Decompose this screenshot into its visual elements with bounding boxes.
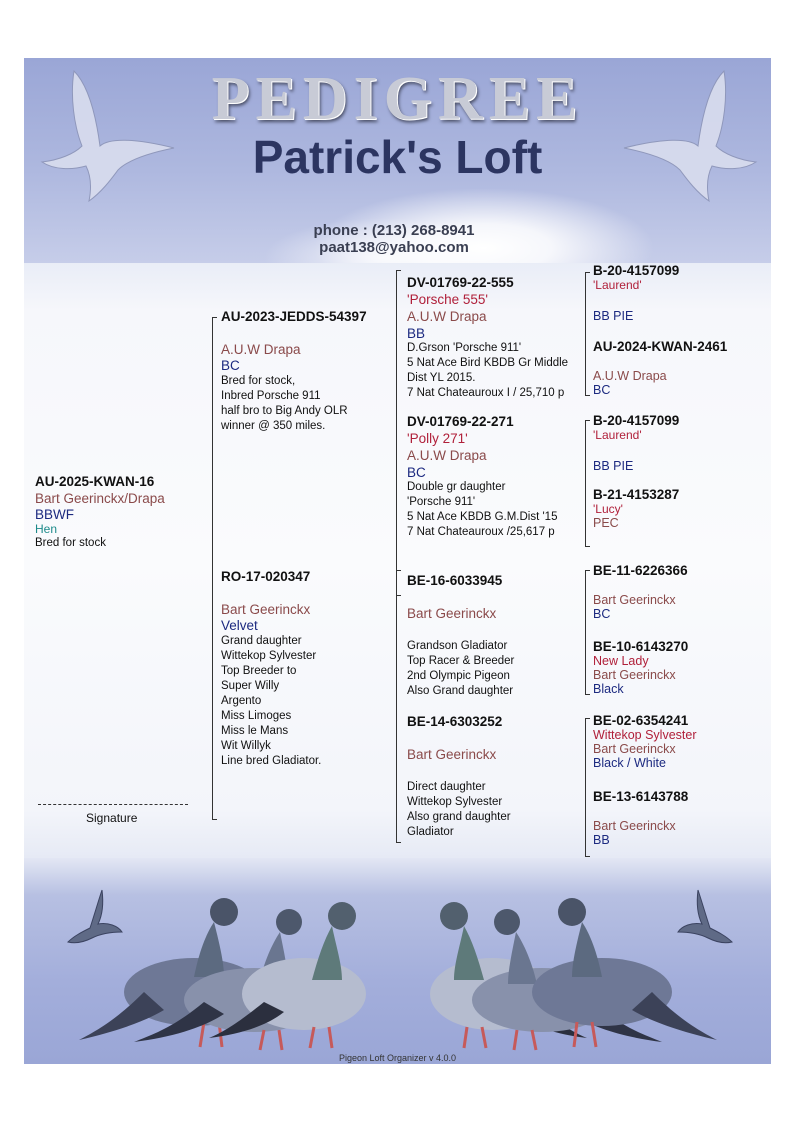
- grandsire-sire-side: [407, 275, 568, 401]
- gp-ss-notes: D.Grson 'Porsche 911' 5 Nat Ace Bird KBDB Gr Middle Dist YL 2015. 7 Nat Chateauroux I / 25,710 p: [407, 342, 569, 399]
- pedigree-title: PEDIGREE: [211, 65, 584, 133]
- ggp-7: BE-02-6354241 Wittekop Sylvester Bart Geerinckx Black / White: [593, 713, 697, 770]
- sire-color: BC: [221, 358, 240, 373]
- ggp-1: B-20-4157099 'Laurend' BB PIE: [593, 263, 680, 323]
- subject-color: BBWF: [35, 507, 74, 522]
- standing-pigeons-right-icon: [422, 882, 722, 1054]
- pedigree-sheet: [24, 58, 771, 1064]
- sire-breeder: A.U.W Drapa: [221, 342, 301, 357]
- standing-pigeons-left-icon: [74, 882, 374, 1054]
- bracket-ggp-2: [585, 420, 590, 547]
- dam-bird: [221, 569, 321, 769]
- granddam-sire-side: [407, 414, 557, 540]
- subject-breeder: Bart Geerinckx/Drapa: [35, 491, 165, 506]
- granddam-dam-side: [407, 714, 511, 840]
- gp-ds-reg: BE-16-6033945: [407, 573, 503, 588]
- bracket-ggp-4: [585, 718, 590, 857]
- dam-color: Velvet: [221, 618, 258, 633]
- ggp-3: B-20-4157099 'Laurend' BB PIE: [593, 413, 680, 473]
- bracket-parents: [212, 317, 217, 820]
- phone-number: phone : (213) 268-8941: [313, 222, 475, 239]
- bracket-sire-parents: [396, 270, 401, 596]
- subject-note: Bred for stock: [35, 537, 106, 549]
- bracket-ggp-3: [585, 570, 590, 695]
- ggp-5: BE-11-6226366 Bart Geerinckx BC: [593, 563, 688, 621]
- sire-notes: Bred for stock, Inbred Porsche 911 half bro to Big Andy OLR winner @ 350 miles.: [221, 375, 348, 432]
- signature-label: Signature: [86, 811, 138, 825]
- gp-sd-name: 'Polly 271': [407, 431, 468, 446]
- gp-dd-reg: BE-14-6303252: [407, 714, 503, 729]
- loft-name: Patrick's Loft: [252, 131, 543, 183]
- ggp-2: AU-2024-KWAN-2461 A.U.W Drapa BC: [593, 339, 728, 397]
- footer-banner: [24, 858, 771, 1064]
- gp-ds-notes: Grandson Gladiator Top Racer & Breeder 2nd Olympic Pigeon Also Grand daughter: [407, 640, 515, 697]
- gp-ds-breeder: Bart Geerinckx: [407, 606, 497, 621]
- ggp-4: B-21-4153287 'Lucy' PEC: [593, 487, 680, 530]
- gp-sd-breeder: A.U.W Drapa: [407, 448, 487, 463]
- dam-reg: RO-17-020347: [221, 569, 311, 584]
- gp-dd-breeder: Bart Geerinckx: [407, 747, 497, 762]
- subject-reg: AU-2025-KWAN-16: [35, 474, 155, 489]
- dam-notes: Grand daughter Wittekop Sylvester Top Breeder to Super Willy Argento Miss Limoges Miss le Mans Wit Willyk Line bred Gladiator.: [221, 635, 322, 767]
- gp-ss-name: 'Porsche 555': [407, 292, 488, 307]
- gp-ss-reg: DV-01769-22-555: [407, 275, 514, 290]
- bracket-ggp-1: [585, 272, 590, 396]
- ggp-8: BE-13-6143788 Bart Geerinckx BB: [593, 789, 689, 847]
- dam-breeder: Bart Geerinckx: [221, 602, 311, 617]
- gp-sd-notes: Double gr daughter 'Porsche 911' 5 Nat Ace KBDB G.M.Dist '15 7 Nat Chateauroux /25,617 p: [407, 481, 558, 538]
- software-credit: Pigeon Loft Organizer v 4.0.0: [338, 1053, 457, 1063]
- grandsire-dam-side: [407, 573, 514, 699]
- gp-ss-color: BB: [407, 326, 426, 341]
- subject-sex: Hen: [35, 522, 58, 536]
- signature-line: [38, 804, 188, 805]
- gp-sd-reg: DV-01769-22-271: [407, 414, 514, 429]
- bracket-dam-parents: [396, 570, 401, 843]
- email-address: paat138@yahoo.com: [319, 239, 469, 256]
- subject-bird: [35, 474, 165, 551]
- header-banner: [24, 58, 771, 263]
- gp-sd-color: BC: [407, 465, 426, 480]
- gp-dd-notes: Direct daughter Wittekop Sylvester Also grand daughter Gladiator: [407, 781, 511, 838]
- sire-bird: [221, 309, 367, 434]
- sire-reg: AU-2023-JEDDS-54397: [221, 309, 367, 324]
- gp-ss-breeder: A.U.W Drapa: [407, 309, 487, 324]
- ggp-6: BE-10-6143270 New Lady Bart Geerinckx Black: [593, 639, 689, 696]
